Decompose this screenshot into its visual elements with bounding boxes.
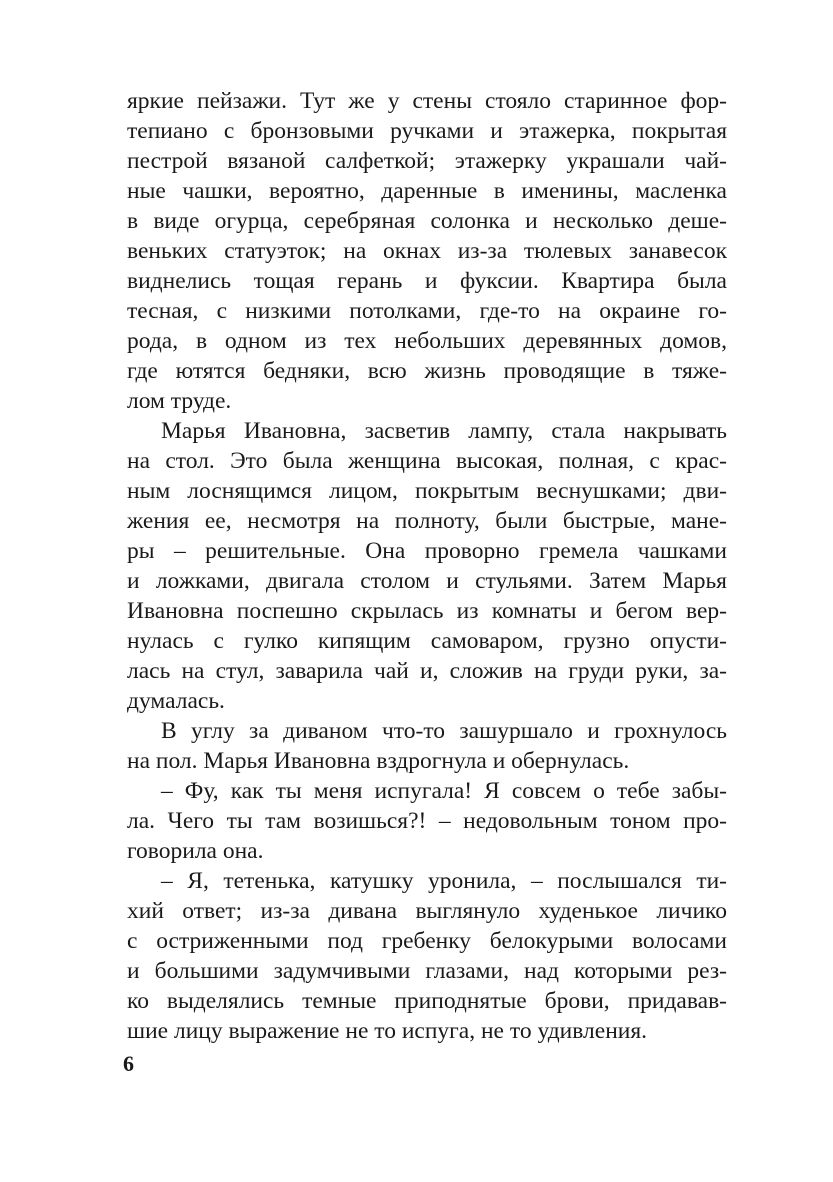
text-line: в виде огурца, серебряная солонка и несколько деше- [127,208,727,234]
text-line: думалась. [127,688,225,714]
text-line: где ютятся бедняки, всю жизнь проводящие в тяже- [127,358,727,384]
text-line: тесная, с низкими потолками, где-то на окраине го- [127,298,727,324]
text-line: с остриженными под гребенку белокурыми волосами [127,928,727,954]
text-line: лась на стул, заварила чай и, сложив на груди руки, за- [127,658,727,684]
text-line: ла. Чего ты там возишься?! – недовольным тоном про- [127,808,727,834]
page-text-block [127,86,727,1046]
text-line: жения ее, несмотря на полноту, были быстрые, мане- [127,508,727,534]
text-line: лом труде. [127,388,232,414]
text-line: на стол. Это была женщина высокая, полная, с крас- [127,448,727,474]
text-line: виднелись тощая герань и фуксии. Квартира была [127,268,727,294]
text-line: Марья Ивановна, засветив лампу, стала накрывать [161,418,727,444]
text-line: В углу за диваном что-то зашуршало и грохнулось [161,718,727,744]
text-line: Ивановна поспешно скрылась из комнаты и бегом вер- [127,598,727,624]
page-number: 6 [123,1051,134,1076]
text-line: – Я, тетенька, катушку уронила, – послышался ти- [161,868,727,894]
text-line: пестрой вязаной салфеткой; этажерку украшали чай- [127,148,727,174]
text-line: ные чашки, вероятно, даренные в именины, масленка [127,178,727,204]
text-line: и большими задумчивыми глазами, над которыми рез- [127,958,727,984]
text-line: на пол. Марья Ивановна вздрогнула и обернулась. [127,748,630,774]
text-line: ры – решительные. Она проворно гремела чашками [127,538,727,564]
text-line: шие лицу выражение не то испуга, не то удивления. [127,1018,648,1044]
text-line: ным лоснящимся лицом, покрытым веснушками; дви- [127,478,727,504]
text-line: говорила она. [127,838,264,864]
text-line: яркие пейзажи. Тут же у стены стояло старинное фор- [127,88,727,114]
text-line: – Фу, как ты меня испугала! Я совсем о тебе забы- [161,778,727,804]
text-line: ко выделялись темные приподнятые брови, придавав- [127,988,727,1014]
text-line: и ложками, двигала столом и стульями. Затем Марья [127,568,727,594]
text-line: тепиано с бронзовыми ручками и этажерка, покрытая [127,118,727,144]
text-line: нулась с гулко кипящим самоваром, грузно опусти- [127,628,727,654]
text-line: хий ответ; из-за дивана выглянуло худенькое личико [127,898,727,924]
text-line: веньких статуэток; на окнах из-за тюлевых занавесок [127,238,727,264]
text-line: рода, в одном из тех небольших деревянных домов, [127,328,727,354]
